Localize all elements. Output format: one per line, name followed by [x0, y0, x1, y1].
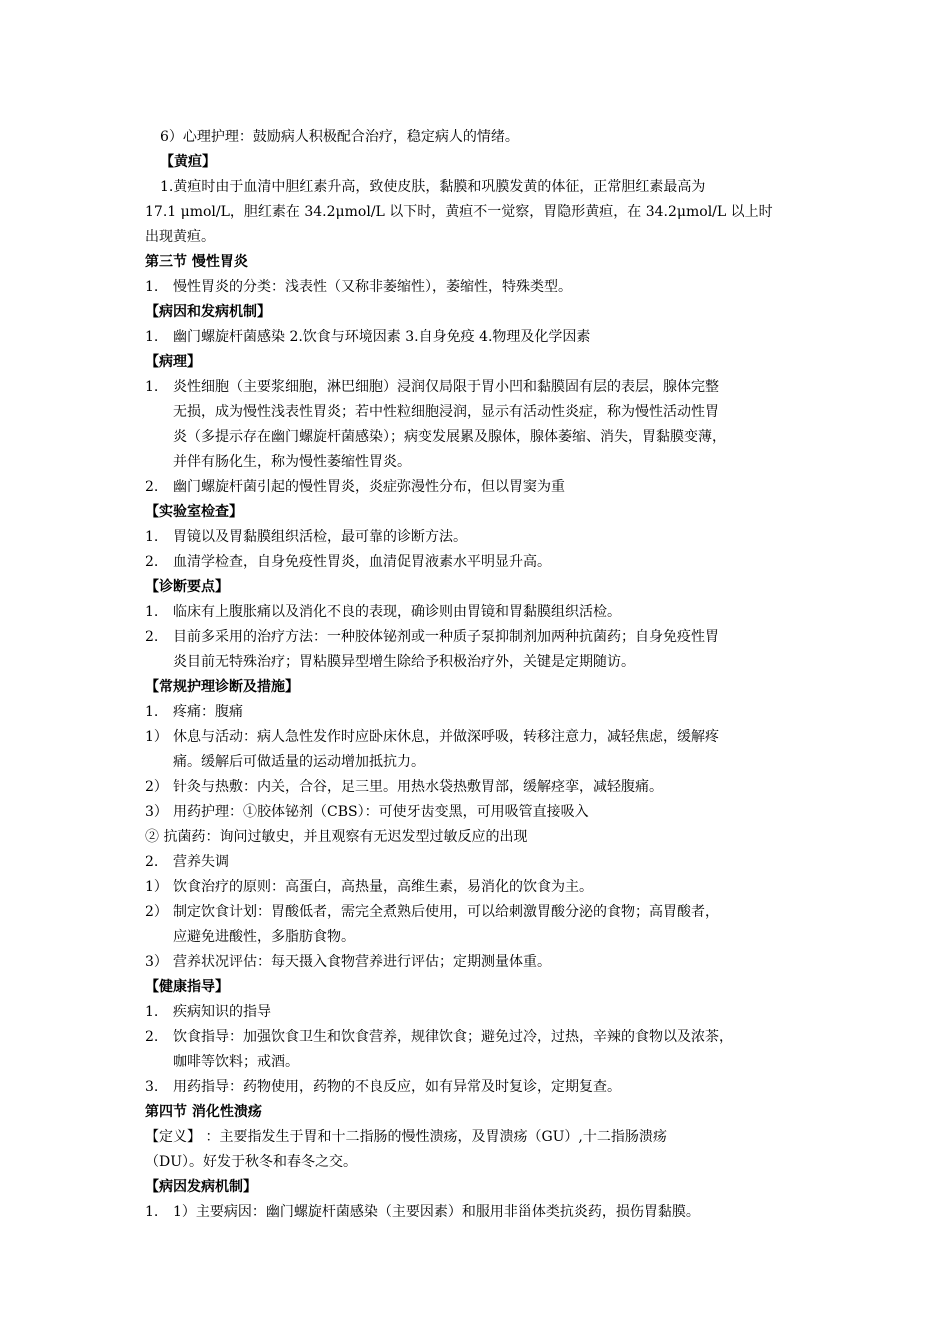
list-marker: 1） — [145, 879, 168, 895]
text-line: 幽门螺旋杆菌引起的慢性胃炎，炎症弥漫性分布，但以胃窦为重 — [173, 479, 565, 495]
list-marker: 2） — [145, 904, 168, 920]
text-line: （DU）。好发于秋冬和春冬之交。 — [145, 1154, 358, 1170]
text-line: 出现黄疸。 — [145, 229, 215, 245]
text-line: 疼痛：腹痛 — [173, 704, 243, 720]
text-line: 应避免进酸性，多脂肪食物。 — [173, 929, 355, 945]
section-heading: 【黄疸】 — [160, 154, 216, 170]
list-marker: 3） — [145, 954, 168, 970]
list-marker: 1. — [145, 329, 159, 345]
text-line: 6）心理护理：鼓励病人积极配合治疗，稳定病人的情绪。 — [160, 129, 519, 145]
text-line: 幽门螺旋杆菌感染 2.饮食与环境因素 3.自身免疫 4.物理及化学因素 — [173, 329, 591, 345]
text-line: 营养状况评估：每天摄入食物营养进行评估；定期测量体重。 — [173, 954, 551, 970]
list-marker: 3） — [145, 804, 168, 820]
section-heading: 【常规护理诊断及措施】 — [145, 679, 299, 695]
list-marker: 1. — [145, 1204, 159, 1220]
section-heading: 【病理】 — [145, 354, 201, 370]
section-heading: 【实验室检查】 — [145, 504, 243, 520]
text-line: 1.黄疸时由于血清中胆红素升高，致使皮肤，黏膜和巩膜发黄的体征，正常胆红素最高为 — [160, 179, 706, 195]
list-marker: 1. — [145, 379, 159, 395]
text-line: 针灸与热敷：内关，合谷，足三里。用热水袋热敷胃部，缓解痉挛，减轻腹痛。 — [173, 779, 663, 795]
text-line: 17.1 μmol/L，胆红素在 34.2μmol/L 以下时，黄疸不一觉察，胃隐形黄疸，在 34.2μmol/L 以上时 — [145, 204, 773, 220]
text-line: 慢性胃炎的分类：浅表性（又称非萎缩性），萎缩性，特殊类型。 — [173, 279, 572, 295]
list-marker: 1. — [145, 1004, 159, 1020]
text-line: 饮食指导：加强饮食卫生和饮食营养，规律饮食；避免过冷，过热，辛辣的食物以及浓茶， — [173, 1029, 733, 1045]
list-marker: 1. — [145, 704, 159, 720]
list-marker: 1. — [145, 279, 159, 295]
text-line: 痛。缓解后可做适量的运动增加抵抗力。 — [173, 754, 425, 770]
list-marker: 2. — [145, 1029, 159, 1045]
text-line: 用药护理：①胶体铋剂（CBS）：可使牙齿变黑，可用吸管直接吸入 — [173, 804, 589, 820]
text-line: 饮食治疗的原则：高蛋白，高热量，高维生素，易消化的饮食为主。 — [173, 879, 593, 895]
text-line: 无损，成为慢性浅表性胃炎；若中性粒细胞浸润，显示有活动性炎症，称为慢性活动性胃 — [173, 404, 719, 420]
list-marker: 2. — [145, 479, 159, 495]
text-line: 咖啡等饮料；戒酒。 — [173, 1054, 299, 1070]
text-line: 【定义】 ：主要指发生于胃和十二指肠的慢性溃疡，及胃溃疡（GU）,十二指肠溃疡 — [145, 1129, 667, 1145]
list-marker: 1. — [145, 529, 159, 545]
list-marker: 1） — [145, 729, 168, 745]
section-heading: 【健康指导】 — [145, 979, 229, 995]
section-heading: 第四节 消化性溃疡 — [145, 1104, 262, 1120]
section-heading: 【病因发病机制】 — [145, 1179, 257, 1195]
text-line: ② 抗菌药：询问过敏史，并且观察有无迟发型过敏反应的出现 — [145, 829, 528, 845]
text-line: 胃镜以及胃黏膜组织活检，最可靠的诊断方法。 — [173, 529, 467, 545]
list-marker: 2） — [145, 779, 168, 795]
list-marker: 3. — [145, 1079, 159, 1095]
text-line: 营养失调 — [173, 854, 229, 870]
section-heading: 【诊断要点】 — [145, 579, 229, 595]
text-line: 用药指导：药物使用，药物的不良反应，如有异常及时复诊，定期复查。 — [173, 1079, 621, 1095]
text-line: 制定饮食计划：胃酸低者，需完全煮熟后使用，可以给刺激胃酸分泌的食物；高胃酸者， — [173, 904, 719, 920]
text-line: 临床有上腹胀痛以及消化不良的表现，确诊则由胃镜和胃黏膜组织活检。 — [173, 604, 621, 620]
text-line: 休息与活动：病人急性发作时应卧床休息，并做深呼吸，转移注意力，减轻焦虑，缓解疼 — [173, 729, 719, 745]
section-heading: 第三节 慢性胃炎 — [145, 254, 248, 270]
list-marker: 2. — [145, 854, 159, 870]
list-marker: 1. — [145, 604, 159, 620]
section-heading: 【病因和发病机制】 — [145, 304, 271, 320]
text-line: 并伴有肠化生，称为慢性萎缩性胃炎。 — [173, 454, 411, 470]
text-line: 血清学检查，自身免疫性胃炎，血清促胃液素水平明显升高。 — [173, 554, 551, 570]
text-line: 疾病知识的指导 — [173, 1004, 271, 1020]
text-line: 1）主要病因：幽门螺旋杆菌感染（主要因素）和服用非甾体类抗炎药，损伤胃黏膜。 — [173, 1204, 700, 1220]
text-line: 炎（多提示存在幽门螺旋杆菌感染）；病变发展累及腺体，腺体萎缩、消失，胃黏膜变薄， — [173, 429, 726, 445]
text-line: 炎性细胞（主要浆细胞，淋巴细胞）浸润仅局限于胃小凹和黏膜固有层的表层，腺体完整 — [173, 379, 719, 395]
text-line: 目前多采用的治疗方法：一种胶体铋剂或一种质子泵抑制剂加两种抗菌药；自身免疫性胃 — [173, 629, 719, 645]
text-line: 炎目前无特殊治疗；胃粘膜异型增生除给予积极治疗外，关键是定期随访。 — [173, 654, 635, 670]
list-marker: 2. — [145, 629, 159, 645]
list-marker: 2. — [145, 554, 159, 570]
